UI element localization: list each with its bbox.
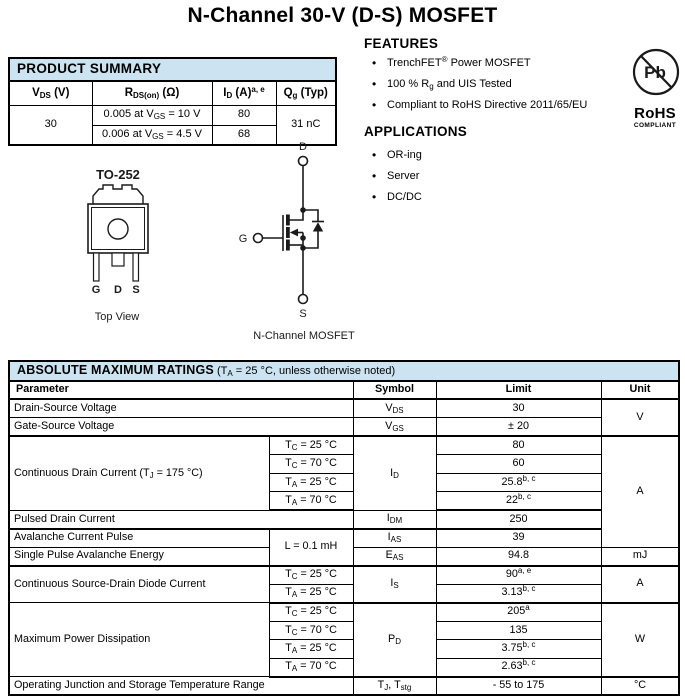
ps-header-id: $I_D$ $(A)^{a, e}$: [212, 81, 276, 105]
symbol-cell: $I_S$: [353, 566, 436, 603]
symbol-cell: $I_{DM}$: [353, 510, 436, 529]
limit-cell: 80: [436, 436, 601, 455]
application-item: • DC/DC: [370, 191, 614, 205]
param-cell: Operating Junction and Storage Temperature Range: [9, 677, 353, 696]
unit-cell: A: [601, 436, 679, 547]
ps-rds-value: 0.005 at $V_{GS} = 10$ V: [92, 105, 212, 125]
table-row: [9, 399, 679, 418]
mosfet-symbol-drawing: [225, 135, 390, 347]
limit-cell: 90$^{a, e}$: [436, 566, 601, 585]
condition-cell: $T_A = 25$ °C: [269, 584, 353, 603]
svg-text:Pb: Pb: [644, 63, 666, 82]
amr-col-symbol: Symbol: [353, 381, 436, 399]
page-title: N-Channel 30-V (D-S) MOSFET: [187, 4, 498, 27]
rohs-compliant-label: COMPLIANT: [633, 122, 677, 129]
pin-source: [133, 253, 139, 281]
condition-cell: $T_A = 70$ °C: [269, 658, 353, 677]
ps-rds-value: 0.006 at $V_{GS} = 4.5$ V: [92, 125, 212, 145]
limit-cell: ± 20: [436, 418, 601, 437]
symbol-cell: $V_{DS}$: [353, 399, 436, 418]
limit-cell: 25.8$^{b, c}$: [436, 473, 601, 492]
applications-section: [364, 124, 614, 211]
feature-item: • Compliant to RoHS Directive 2011/65/EU: [370, 99, 614, 113]
table-row: [9, 436, 679, 455]
condition-cell: $T_A = 25$ °C: [269, 640, 353, 659]
amr-title-bar: [9, 361, 679, 381]
features-heading: FEATURES: [364, 36, 439, 51]
ps-id-value: 80: [212, 105, 276, 125]
rohs-logo: [624, 46, 685, 129]
feature-item: • 100 % $R_g$ and UIS Tested: [370, 78, 614, 92]
applications-heading: APPLICATIONS: [364, 124, 468, 139]
terminal-label-s: S: [299, 308, 307, 320]
param-cell: Gate-Source Voltage: [9, 418, 353, 437]
absolute-maximum-ratings-table: [8, 360, 680, 696]
param-cell: Drain-Source Voltage: [9, 399, 353, 418]
pb-free-icon: [624, 46, 685, 98]
amr-title-note: ($T_A = 25$ °C, unless otherwise noted): [213, 365, 396, 379]
limit-cell: 2.63$^{b, c}$: [436, 658, 601, 677]
condition-cell: $T_C = 70$ °C: [269, 455, 353, 474]
param-cell: Single Pulse Avalanche Energy: [9, 547, 269, 566]
amr-title: ABSOLUTE MAXIMUM RATINGS: [17, 363, 214, 378]
limit-cell: 94.8: [436, 547, 601, 566]
symbol-cell: $T_J$, $T_{stg}$: [353, 677, 436, 696]
ps-qg-value: 31 nC: [276, 105, 336, 145]
package-name-label: TO-252: [96, 167, 140, 182]
table-row: [9, 529, 679, 548]
condition-cell: $T_C = 25$ °C: [269, 603, 353, 622]
unit-cell: °C: [601, 677, 679, 696]
ps-id-value: 68: [212, 125, 276, 145]
package-tab: [93, 185, 143, 205]
symbol-cell: $I_{AS}$: [353, 529, 436, 548]
unit-cell: W: [601, 603, 679, 677]
param-cell: Avalanche Current Pulse: [9, 529, 269, 548]
condition-cell: $T_C = 25$ °C: [269, 566, 353, 585]
symbol-cell: $I_D$: [353, 436, 436, 510]
table-row: [9, 418, 679, 437]
ps-header-rds: $R_{DS(on)}$ (Ω): [92, 81, 212, 105]
table-row: [9, 677, 679, 696]
product-summary-table: [8, 57, 337, 146]
ps-header-vds: $V_{DS}$ (V): [9, 81, 92, 105]
condition-cell: $T_A = 25$ °C: [269, 473, 353, 492]
table-row: [9, 566, 679, 585]
condition-cell: L = 0.1 mH: [269, 529, 353, 566]
application-item: • OR-ing: [370, 149, 614, 163]
terminal-label-g: G: [238, 233, 248, 245]
symbol-cell: $E_{AS}$: [353, 547, 436, 566]
condition-cell: $T_C = 25$ °C: [269, 436, 353, 455]
pin-label-s: S: [132, 284, 140, 296]
unit-cell: V: [601, 399, 679, 436]
ps-vds-value: 30: [9, 105, 92, 145]
symbol-cell: $V_{GS}$: [353, 418, 436, 437]
terminal-label-d: D: [299, 141, 307, 153]
limit-cell: 39: [436, 529, 601, 548]
pin-label-g: G: [91, 284, 101, 296]
ps-header-qg: $Q_g$ (Typ): [276, 81, 336, 105]
limit-cell: 135: [436, 621, 601, 640]
symbol-cell: $P_D$: [353, 603, 436, 677]
application-item: • Server: [370, 170, 614, 184]
limit-cell: 3.75$^{b, c}$: [436, 640, 601, 659]
param-cell: Pulsed Drain Current: [9, 510, 353, 529]
mosfet-symbol-caption: N-Channel MOSFET: [253, 330, 355, 342]
feature-item: • TrenchFET® Power MOSFET: [370, 57, 614, 71]
limit-cell: - 55 to 175: [436, 677, 601, 696]
product-summary-title: PRODUCT SUMMARY: [9, 58, 336, 81]
limit-cell: 30: [436, 399, 601, 418]
pin-gate: [94, 253, 100, 281]
package-view-caption: Top View: [94, 311, 140, 323]
limit-cell: 250: [436, 510, 601, 529]
param-cell: Continuous Drain Current ($T_J = 175$ °C): [9, 436, 269, 510]
param-cell: Continuous Source-Drain Diode Current: [9, 566, 269, 603]
table-row: [9, 603, 679, 622]
features-section: [364, 36, 614, 119]
param-cell: Maximum Power Dissipation: [9, 603, 269, 677]
table-row: [9, 510, 679, 529]
pin-drain: [112, 253, 124, 266]
pin-label-d: D: [114, 284, 122, 296]
limit-cell: 60: [436, 455, 601, 474]
to252-package-drawing: [55, 164, 185, 326]
condition-cell: $T_A = 70$ °C: [269, 492, 353, 511]
limit-cell: 205$^a$: [436, 603, 601, 622]
limit-cell: 3.13$^{b, c}$: [436, 584, 601, 603]
rohs-label: RoHS: [634, 105, 676, 122]
table-row: [9, 105, 336, 125]
amr-col-parameter: Parameter: [9, 381, 353, 399]
limit-cell: 22$^{b, c}$: [436, 492, 601, 511]
unit-cell: mJ: [601, 547, 679, 566]
condition-cell: $T_C = 70$ °C: [269, 621, 353, 640]
unit-cell: A: [601, 566, 679, 603]
amr-col-limit: Limit: [436, 381, 601, 399]
amr-col-unit: Unit: [601, 381, 679, 399]
